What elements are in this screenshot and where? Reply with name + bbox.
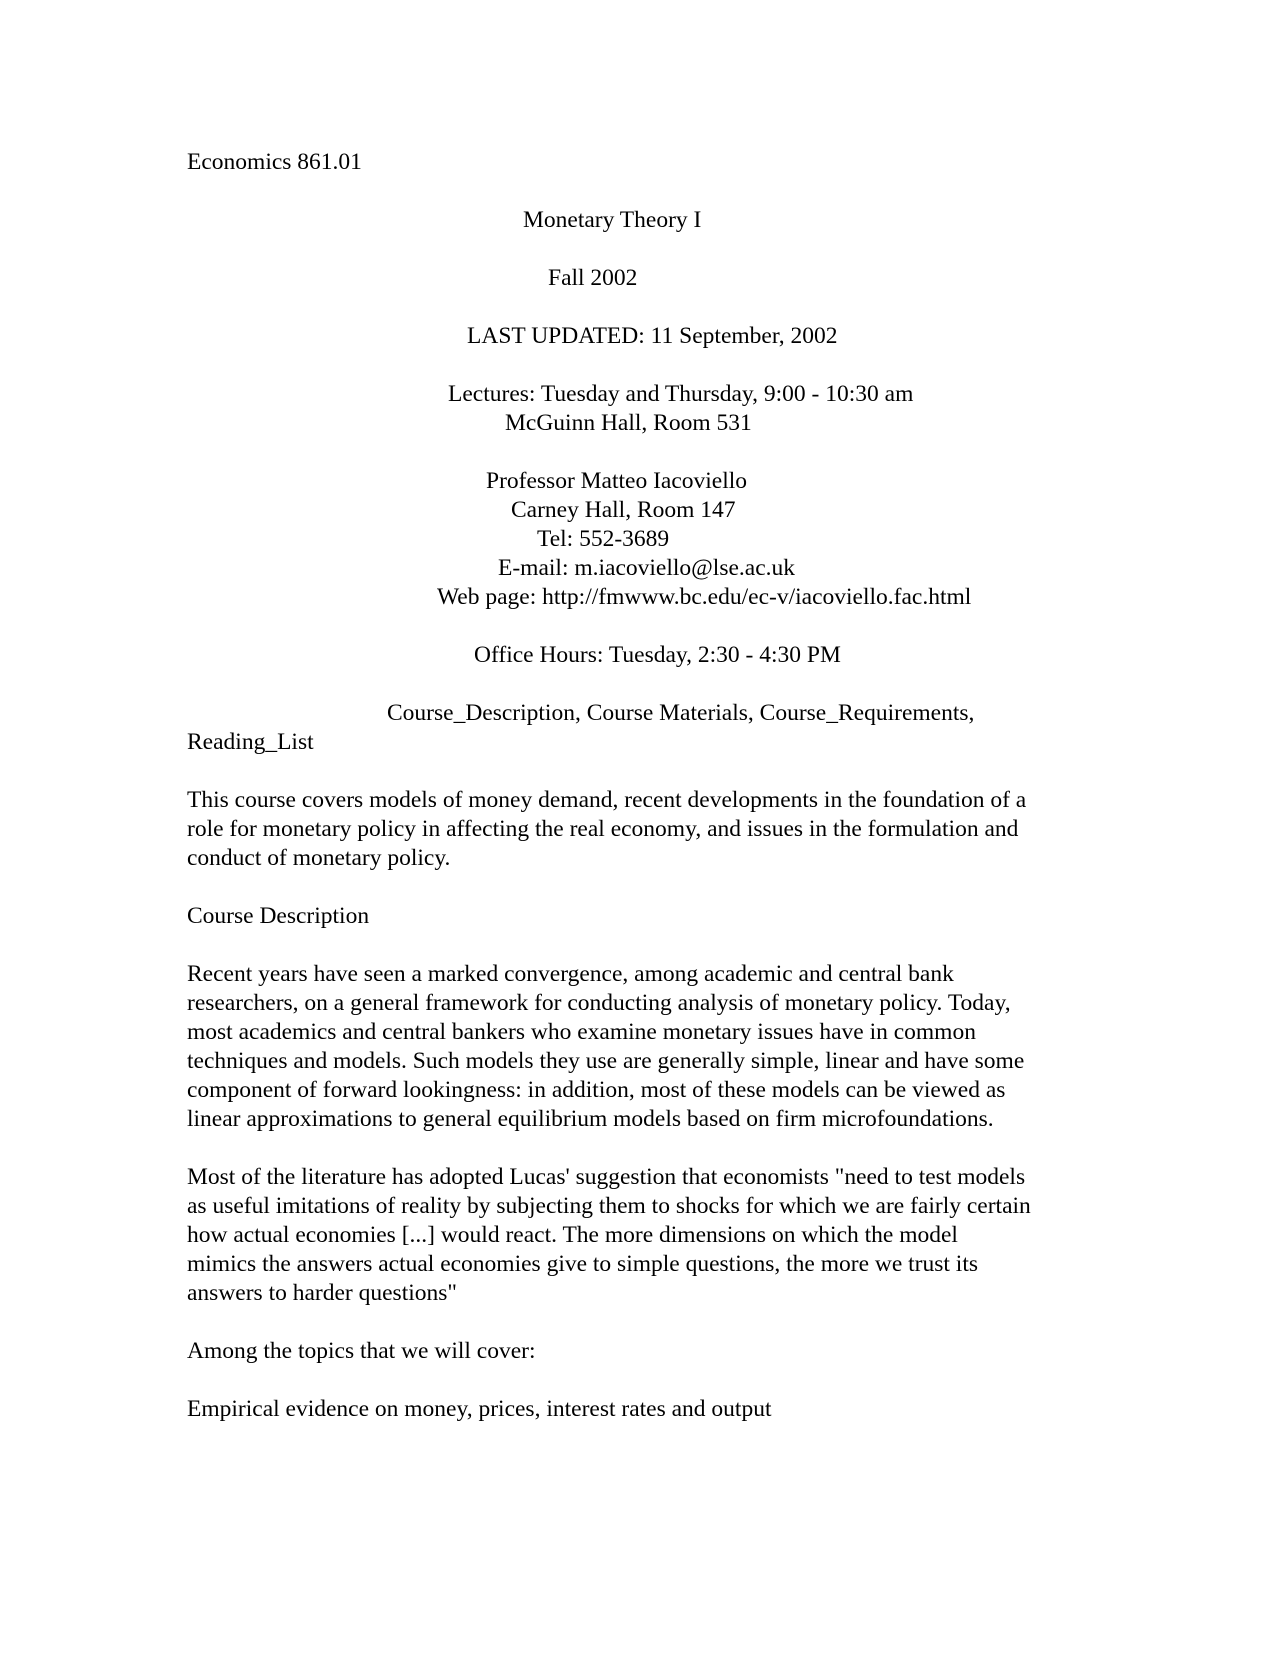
paragraph-line: most academics and central bankers who examine monetary issues have in common [187, 1019, 976, 1045]
topics-intro: Among the topics that we will cover: [187, 1338, 536, 1364]
professor-web-page[interactable]: Web page: http://fmwww.bc.edu/ec-v/iacoviello.fac.html [437, 584, 972, 610]
paragraph-line: how actual economies [...] would react. The more dimensions on which the model [187, 1222, 958, 1248]
intro-line: conduct of monetary policy. [187, 845, 451, 871]
paragraph-line: linear approximations to general equilibrium models based on firm microfoundations. [187, 1106, 994, 1132]
lectures-location: McGuinn Hall, Room 531 [505, 410, 752, 436]
course-description-heading: Course Description [187, 903, 370, 929]
professor-name: Professor Matteo Iacoviello [486, 468, 748, 494]
course-code: Economics 861.01 [187, 149, 362, 175]
section-links[interactable]: Course_Description, Course Materials, Course_Requirements, [387, 700, 975, 726]
paragraph-line: component of forward lookingness: in addition, most of these models can be viewed as [187, 1077, 1006, 1103]
section-links-reading-list[interactable]: Reading_List [187, 729, 314, 755]
professor-office: Carney Hall, Room 147 [511, 497, 736, 523]
paragraph-line: researchers, on a general framework for conducting analysis of monetary policy. Today, [187, 990, 1011, 1016]
description-paragraph-2 [187, 1163, 1107, 1308]
professor-email[interactable]: E-mail: m.iacoviello@lse.ac.uk [498, 555, 796, 581]
paragraph-line: mimics the answers actual economies give to simple questions, the more we trust its [187, 1251, 979, 1277]
office-hours: Office Hours: Tuesday, 2:30 - 4:30 PM [474, 642, 841, 668]
course-title: Monetary Theory I [523, 207, 702, 233]
professor-tel: Tel: 552-3689 [537, 526, 670, 552]
paragraph-line: answers to harder questions" [187, 1280, 457, 1306]
description-paragraph-1 [187, 960, 1107, 1134]
lectures-schedule: Lectures: Tuesday and Thursday, 9:00 - 10:30 am [448, 381, 914, 407]
topic-item: Empirical evidence on money, prices, interest rates and output [187, 1396, 772, 1422]
course-term: Fall 2002 [548, 265, 638, 291]
last-updated: LAST UPDATED: 11 September, 2002 [467, 323, 838, 349]
paragraph-line: techniques and models. Such models they use are generally simple, linear and have some [187, 1048, 1025, 1074]
paragraph-line: Most of the literature has adopted Lucas' suggestion that economists "need to test models [187, 1164, 1026, 1190]
paragraph-line: as useful imitations of reality by subjecting them to shocks for which we are fairly certain [187, 1193, 1031, 1219]
intro-paragraph [187, 786, 1107, 873]
intro-line: role for monetary policy in affecting the real economy, and issues in the formulation and [187, 816, 1019, 842]
intro-line: This course covers models of money demand, recent developments in the foundation of a [187, 787, 1027, 813]
paragraph-line: Recent years have seen a marked convergence, among academic and central bank [187, 961, 954, 987]
